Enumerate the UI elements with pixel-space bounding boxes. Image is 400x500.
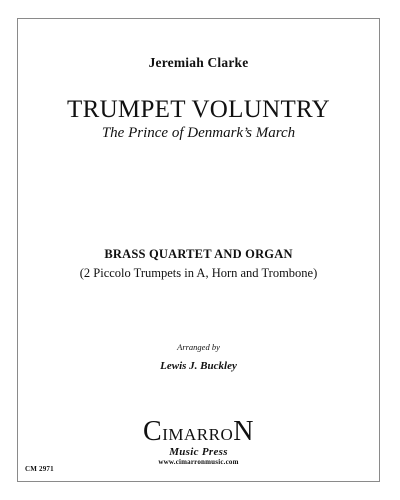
publisher-logo-wordmark	[18, 416, 379, 447]
work-title: TRUMPET VOLUNTRY	[67, 96, 330, 123]
work-subtitle: The Prince of Denmark’s March	[101, 125, 296, 141]
ensemble-label: BRASS QUARTET AND ORGAN	[104, 247, 293, 261]
logo-first-letter: C	[143, 416, 163, 447]
logo-mid-letters: IMARRO	[162, 425, 234, 444]
composer-name: Jeremiah Clarke	[148, 55, 249, 70]
catalog-number: CM 2971	[25, 465, 54, 473]
arranger-name: Lewis J. Buckley	[160, 360, 237, 372]
publisher-url: www.cimarronmusic.com	[158, 458, 239, 466]
arranged-by-label: Arranged by	[177, 342, 220, 352]
logo-last-letter: N	[233, 416, 254, 447]
cover-page	[17, 18, 380, 482]
instrumentation-label: (2 Piccolo Trumpets in A, Horn and Trombone)	[79, 266, 318, 280]
publisher-logo	[18, 416, 379, 467]
publisher-imprint: Music Press	[169, 446, 228, 458]
